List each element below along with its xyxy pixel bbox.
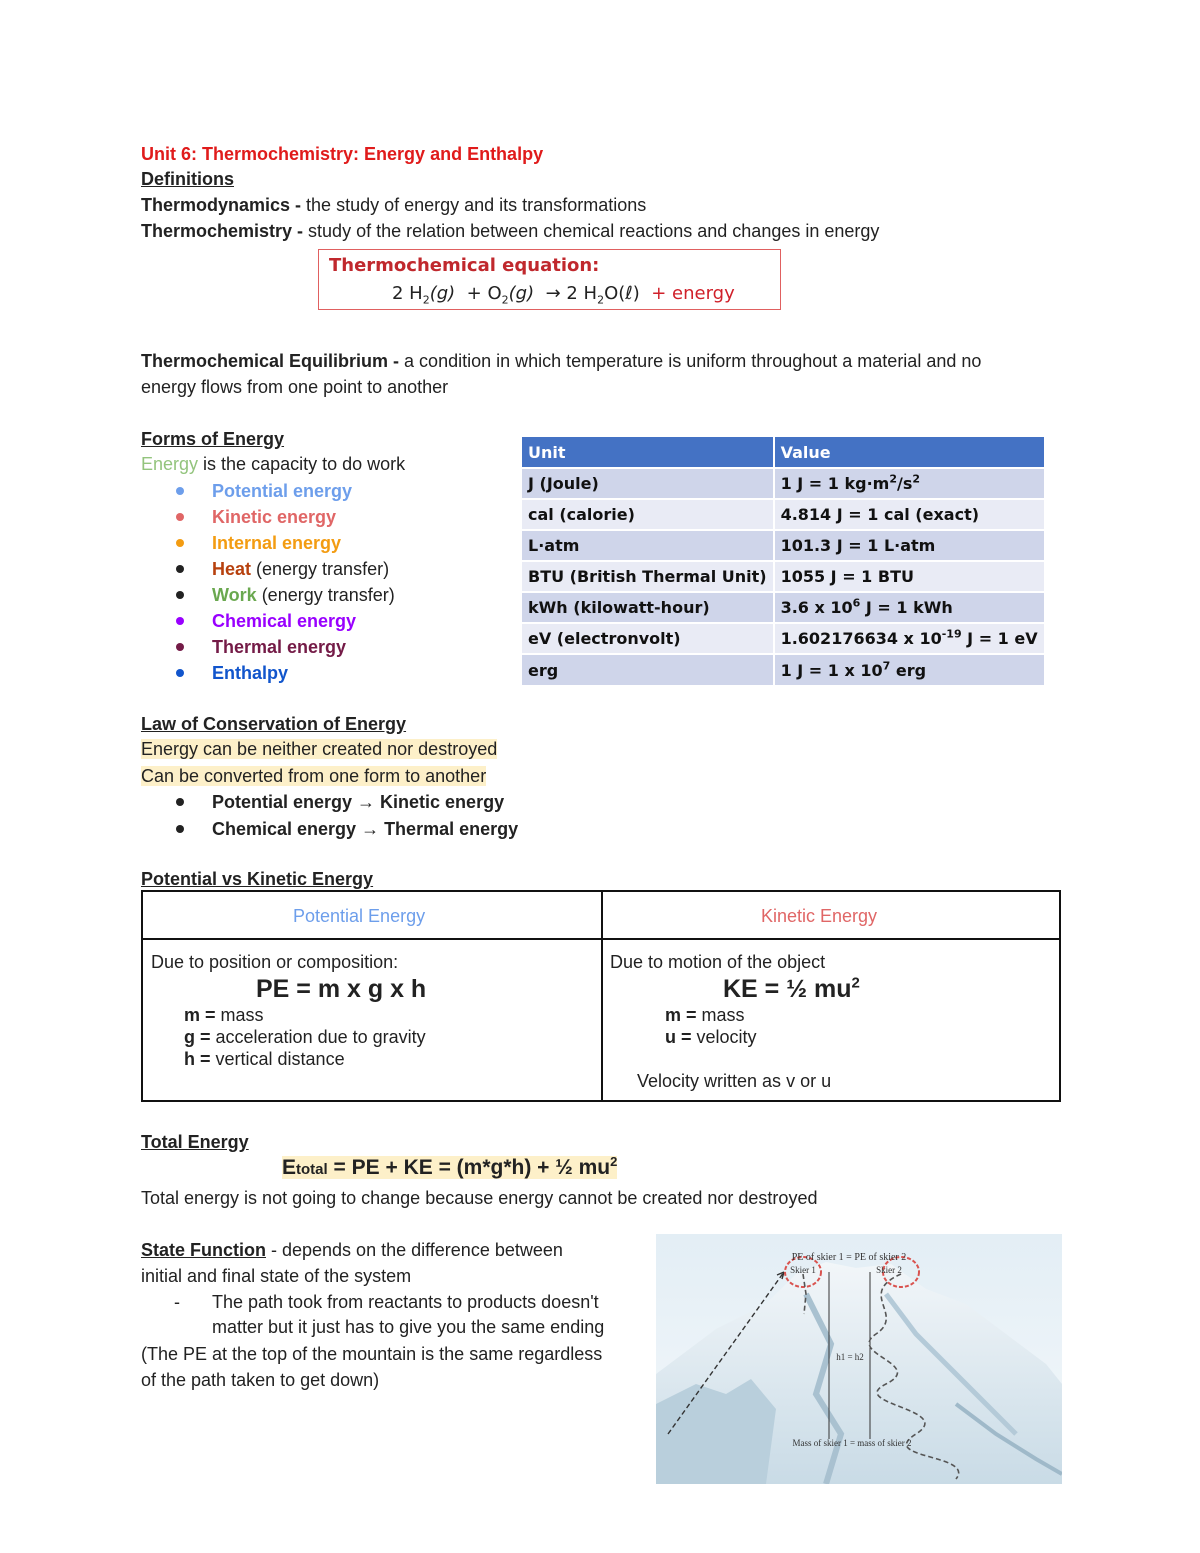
unit-cell: BTU (British Thermal Unit)	[522, 561, 774, 592]
unit-cell: L·atm	[522, 530, 774, 561]
state-subpoint: The path took from reactants to products doesn't	[212, 1292, 599, 1312]
definition-text: the study of energy and its transformations	[301, 195, 647, 215]
page-title: Unit 6: Thermochemistry: Energy and Enthalpy	[141, 144, 544, 164]
definition-thermochemistry	[141, 220, 879, 242]
unit-cell: J (Joule)	[522, 468, 774, 499]
forms-heading: Forms of Energy	[141, 429, 285, 449]
pe-intro: Due to position or composition:	[151, 952, 399, 972]
bullet-dot	[176, 617, 184, 625]
ke-note: Velocity written as v or u	[637, 1071, 832, 1091]
term: Thermochemistry -	[141, 221, 304, 241]
value-cell: 1 J = 1 $kg\cdot m^2/s^2$	[774, 468, 1044, 499]
value-cell: 3.6 x $10^6$ J = 1 kWh	[774, 592, 1044, 623]
state-line: initial and final state of the system	[141, 1266, 412, 1286]
bullet-dot	[176, 669, 184, 677]
conservation-heading: Law of Conservation of Energy	[141, 714, 407, 734]
total-heading: Total Energy	[141, 1132, 249, 1152]
energy-term: + energy	[651, 283, 735, 304]
conservation-line: Can be converted from one form to another	[141, 766, 487, 786]
thermochemical-equation-box	[318, 249, 781, 310]
pe-ke-table	[141, 890, 1061, 1102]
pe-header: Potential Energy	[293, 906, 426, 926]
total-note: Total energy is not going to change because energy cannot be created nor destroyed	[141, 1188, 818, 1208]
figure-bottom-label: Mass of skier 1 = mass of skier 2	[792, 1438, 912, 1448]
figure-top-label: PE of skier 1 = PE of skier 2	[791, 1252, 907, 1263]
value-cell: 1 J = 1 x $10^7$ erg	[774, 654, 1044, 685]
ke-header: Kinetic Energy	[761, 906, 878, 926]
state-line: (The PE at the top of the mountain is the same regardless	[141, 1344, 603, 1364]
mountain-skier-figure	[656, 1234, 1062, 1484]
table-row	[522, 623, 1044, 654]
definitions-heading: Definitions	[141, 169, 234, 189]
column-header: Unit	[522, 437, 774, 468]
equation-heading: Thermochemical equation:	[329, 255, 600, 276]
equation: 2 $H_2(g) + O_2(g) \to 2$ $H_2O(\ell)$ + energy	[392, 283, 735, 307]
table-row	[522, 468, 1044, 499]
table-row	[522, 654, 1044, 685]
mountain-illustration	[656, 1234, 1062, 1484]
table-row	[522, 592, 1044, 623]
bullet-dot	[176, 539, 184, 547]
definition-text: study of the relation between chemical reactions and changes in energy	[303, 221, 880, 241]
pe-formula: PE = m x g x h	[256, 975, 427, 1003]
unit-cell: eV (electronvolt)	[522, 623, 774, 654]
pe-variables: m = mass g = acceleration due to gravity h = vertical distance	[184, 1005, 426, 1069]
table-row	[522, 499, 1044, 530]
total-formula: Etotal = PE + KE = (m*g*h) + ½ $mu^2$	[282, 1154, 618, 1179]
skier2-label: Skier 2	[876, 1265, 902, 1275]
state-subpoint-cont: matter but it just has to give you the same ending	[212, 1317, 605, 1337]
term: Thermodynamics -	[141, 195, 302, 215]
unit-cell: erg	[522, 654, 774, 685]
height-label: h1 = h2	[836, 1352, 864, 1362]
value-cell: 1.602176634 x $10^{-19}$ J = 1 eV	[774, 623, 1044, 654]
unit-cell: cal (calorie)	[522, 499, 774, 530]
bullet-dot	[176, 513, 184, 521]
energy-intro: Energy is the capacity to do work	[141, 454, 406, 474]
equilibrium-definition-cont: energy flows from one point to another	[141, 377, 449, 397]
equilibrium-definition: Thermochemical Equilibrium - a condition in which temperature is uniform throughout a material and no	[141, 351, 982, 371]
value-cell: 101.3 J = 1 L·atm	[774, 530, 1044, 561]
bullet-dot	[176, 591, 184, 599]
bullet-dot	[176, 487, 184, 495]
conservation-line: Energy can be neither created nor destroyed	[141, 739, 498, 759]
table-row	[522, 530, 1044, 561]
bullet-dot	[176, 565, 184, 573]
value-cell: 1055 J = 1 BTU	[774, 561, 1044, 592]
state-function-definition: State Function - depends on the difference between	[141, 1240, 563, 1260]
value-cell: 4.814 J = 1 cal (exact)	[774, 499, 1044, 530]
table-row	[522, 561, 1044, 592]
ke-formula: KE = ½ $mu^2$	[723, 974, 860, 1003]
column-header: Value	[774, 437, 1044, 468]
definition-thermodynamics	[141, 194, 646, 216]
unit-cell: kWh (kilowatt-hour)	[522, 592, 774, 623]
unit-table	[522, 437, 1044, 685]
state-line: of the path taken to get down)	[141, 1370, 380, 1390]
skier1-label: Skier 1	[790, 1265, 816, 1275]
bullet-dot	[176, 643, 184, 651]
pk-heading: Potential vs Kinetic Energy	[141, 869, 374, 889]
ke-intro: Due to motion of the object	[610, 952, 826, 972]
dash-bullet: -	[174, 1292, 180, 1312]
ke-variables: m = mass u = velocity	[665, 1005, 757, 1047]
